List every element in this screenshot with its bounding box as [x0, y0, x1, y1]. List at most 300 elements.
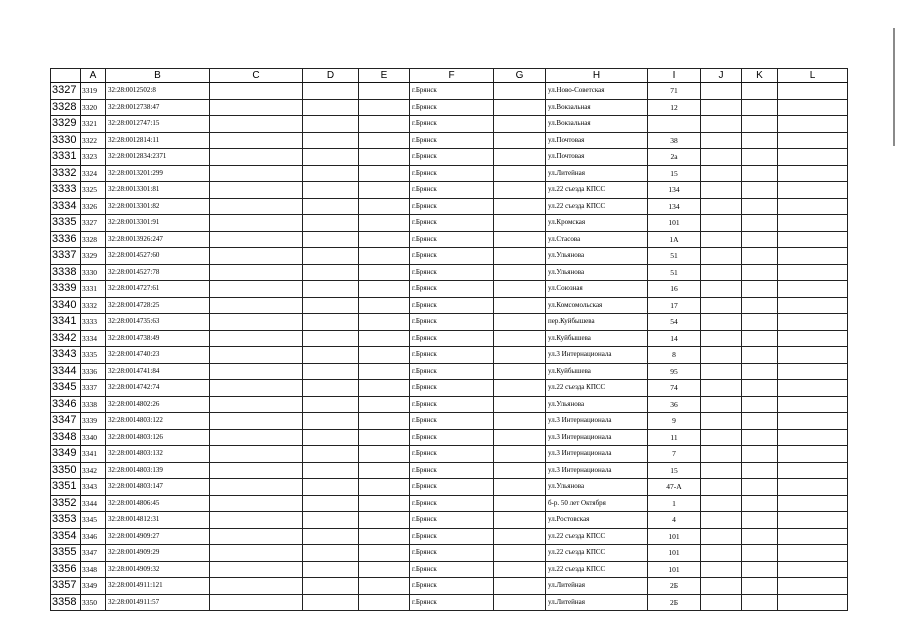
cell-i[interactable]: 1: [648, 495, 701, 512]
column-header-c[interactable]: C: [210, 69, 303, 83]
cell-i[interactable]: 17: [648, 297, 701, 314]
cell-j[interactable]: [701, 149, 742, 166]
cell-c[interactable]: [210, 99, 303, 116]
cell-f[interactable]: г.Брянск: [410, 314, 494, 331]
cell-g[interactable]: [494, 462, 546, 479]
cell-l[interactable]: [778, 231, 848, 248]
cell-l[interactable]: [778, 512, 848, 529]
cell-c[interactable]: [210, 363, 303, 380]
cell-b[interactable]: 32:28:0014527:60: [106, 248, 210, 265]
cell-i[interactable]: 4: [648, 512, 701, 529]
cell-e[interactable]: [359, 561, 410, 578]
column-header-e[interactable]: E: [359, 69, 410, 83]
cell-g[interactable]: [494, 281, 546, 298]
row-number[interactable]: 3338: [51, 264, 81, 281]
cell-k[interactable]: [742, 198, 778, 215]
cell-b[interactable]: 32:28:0013201:299: [106, 165, 210, 182]
cell-g[interactable]: [494, 578, 546, 595]
cell-h[interactable]: ул.22 съезда КПСС: [546, 198, 648, 215]
cell-l[interactable]: [778, 248, 848, 265]
row-number[interactable]: 3356: [51, 561, 81, 578]
row-number[interactable]: 3349: [51, 446, 81, 463]
row-number[interactable]: 3357: [51, 578, 81, 595]
cell-k[interactable]: [742, 231, 778, 248]
cell-a[interactable]: 3325: [81, 182, 106, 199]
cell-a[interactable]: 3324: [81, 165, 106, 182]
cell-f[interactable]: г.Брянск: [410, 347, 494, 364]
cell-g[interactable]: [494, 545, 546, 562]
cell-l[interactable]: [778, 330, 848, 347]
cell-e[interactable]: [359, 462, 410, 479]
cell-j[interactable]: [701, 528, 742, 545]
cell-d[interactable]: [303, 528, 359, 545]
cell-k[interactable]: [742, 297, 778, 314]
column-header-g[interactable]: G: [494, 69, 546, 83]
cell-c[interactable]: [210, 198, 303, 215]
cell-i[interactable]: 14: [648, 330, 701, 347]
cell-c[interactable]: [210, 149, 303, 166]
cell-g[interactable]: [494, 297, 546, 314]
cell-d[interactable]: [303, 380, 359, 397]
cell-j[interactable]: [701, 545, 742, 562]
cell-k[interactable]: [742, 479, 778, 496]
cell-e[interactable]: [359, 594, 410, 611]
cell-d[interactable]: [303, 561, 359, 578]
cell-b[interactable]: 32:28:0012747:15: [106, 116, 210, 133]
column-header-b[interactable]: B: [106, 69, 210, 83]
cell-k[interactable]: [742, 594, 778, 611]
cell-h[interactable]: ул.Вокзальная: [546, 99, 648, 116]
cell-c[interactable]: [210, 479, 303, 496]
cell-e[interactable]: [359, 396, 410, 413]
cell-h[interactable]: б-р. 50 лет Октября: [546, 495, 648, 512]
cell-i[interactable]: 74: [648, 380, 701, 397]
cell-d[interactable]: [303, 413, 359, 430]
cell-l[interactable]: [778, 149, 848, 166]
row-number[interactable]: 3351: [51, 479, 81, 496]
cell-g[interactable]: [494, 363, 546, 380]
column-header-i[interactable]: I: [648, 69, 701, 83]
cell-g[interactable]: [494, 479, 546, 496]
cell-i[interactable]: 15: [648, 462, 701, 479]
cell-h[interactable]: ул.3 Интернационала: [546, 347, 648, 364]
row-number[interactable]: 3355: [51, 545, 81, 562]
cell-e[interactable]: [359, 264, 410, 281]
cell-k[interactable]: [742, 132, 778, 149]
cell-k[interactable]: [742, 99, 778, 116]
cell-d[interactable]: [303, 314, 359, 331]
cell-e[interactable]: [359, 297, 410, 314]
cell-e[interactable]: [359, 149, 410, 166]
cell-f[interactable]: г.Брянск: [410, 380, 494, 397]
cell-f[interactable]: г.Брянск: [410, 594, 494, 611]
row-number[interactable]: 3342: [51, 330, 81, 347]
cell-c[interactable]: [210, 446, 303, 463]
cell-f[interactable]: г.Брянск: [410, 479, 494, 496]
cell-h[interactable]: ул.Почтовая: [546, 132, 648, 149]
row-number[interactable]: 3336: [51, 231, 81, 248]
cell-g[interactable]: [494, 182, 546, 199]
cell-g[interactable]: [494, 429, 546, 446]
cell-i[interactable]: 51: [648, 248, 701, 265]
cell-d[interactable]: [303, 248, 359, 265]
cell-d[interactable]: [303, 578, 359, 595]
cell-k[interactable]: [742, 495, 778, 512]
cell-l[interactable]: [778, 281, 848, 298]
cell-g[interactable]: [494, 198, 546, 215]
cell-j[interactable]: [701, 248, 742, 265]
row-number[interactable]: 3352: [51, 495, 81, 512]
cell-d[interactable]: [303, 545, 359, 562]
cell-l[interactable]: [778, 165, 848, 182]
cell-i[interactable]: 11: [648, 429, 701, 446]
cell-f[interactable]: г.Брянск: [410, 429, 494, 446]
cell-d[interactable]: [303, 215, 359, 232]
cell-h[interactable]: ул.22 съезда КПСС: [546, 545, 648, 562]
cell-i[interactable]: 101: [648, 528, 701, 545]
cell-k[interactable]: [742, 512, 778, 529]
cell-c[interactable]: [210, 297, 303, 314]
cell-h[interactable]: ул.Ново-Советская: [546, 83, 648, 100]
cell-a[interactable]: 3346: [81, 528, 106, 545]
cell-d[interactable]: [303, 396, 359, 413]
cell-j[interactable]: [701, 231, 742, 248]
column-header-f[interactable]: F: [410, 69, 494, 83]
cell-h[interactable]: ул.Куйбышева: [546, 330, 648, 347]
cell-d[interactable]: [303, 429, 359, 446]
cell-l[interactable]: [778, 297, 848, 314]
cell-f[interactable]: г.Брянск: [410, 198, 494, 215]
cell-c[interactable]: [210, 231, 303, 248]
cell-j[interactable]: [701, 182, 742, 199]
cell-k[interactable]: [742, 380, 778, 397]
cell-l[interactable]: [778, 83, 848, 100]
cell-b[interactable]: 32:28:0014802:26: [106, 396, 210, 413]
cell-a[interactable]: 3338: [81, 396, 106, 413]
cell-k[interactable]: [742, 330, 778, 347]
cell-j[interactable]: [701, 429, 742, 446]
cell-e[interactable]: [359, 314, 410, 331]
cell-b[interactable]: 32:28:0013926:247: [106, 231, 210, 248]
cell-c[interactable]: [210, 429, 303, 446]
cell-d[interactable]: [303, 512, 359, 529]
cell-i[interactable]: 9: [648, 413, 701, 430]
cell-f[interactable]: г.Брянск: [410, 149, 494, 166]
cell-c[interactable]: [210, 528, 303, 545]
cell-b[interactable]: 32:28:0014909:32: [106, 561, 210, 578]
cell-k[interactable]: [742, 578, 778, 595]
cell-k[interactable]: [742, 429, 778, 446]
cell-g[interactable]: [494, 314, 546, 331]
cell-b[interactable]: 32:28:0012738:47: [106, 99, 210, 116]
column-header-k[interactable]: K: [742, 69, 778, 83]
cell-c[interactable]: [210, 314, 303, 331]
cell-e[interactable]: [359, 231, 410, 248]
cell-i[interactable]: 7: [648, 446, 701, 463]
cell-b[interactable]: 32:28:0014803:132: [106, 446, 210, 463]
cell-j[interactable]: [701, 479, 742, 496]
cell-e[interactable]: [359, 380, 410, 397]
cell-e[interactable]: [359, 116, 410, 133]
cell-b[interactable]: 32:28:0014911:57: [106, 594, 210, 611]
cell-k[interactable]: [742, 116, 778, 133]
row-number[interactable]: 3327: [51, 83, 81, 100]
cell-i[interactable]: 95: [648, 363, 701, 380]
cell-f[interactable]: г.Брянск: [410, 83, 494, 100]
cell-e[interactable]: [359, 512, 410, 529]
cell-i[interactable]: 8: [648, 347, 701, 364]
cell-c[interactable]: [210, 264, 303, 281]
cell-b[interactable]: 32:28:0014740:23: [106, 347, 210, 364]
cell-a[interactable]: 3327: [81, 215, 106, 232]
row-number[interactable]: 3332: [51, 165, 81, 182]
cell-l[interactable]: [778, 215, 848, 232]
cell-b[interactable]: 32:28:0014812:31: [106, 512, 210, 529]
cell-b[interactable]: 32:28:0014803:139: [106, 462, 210, 479]
cell-a[interactable]: 3319: [81, 83, 106, 100]
row-number[interactable]: 3345: [51, 380, 81, 397]
cell-a[interactable]: 3348: [81, 561, 106, 578]
cell-i[interactable]: 101: [648, 545, 701, 562]
cell-d[interactable]: [303, 347, 359, 364]
cell-e[interactable]: [359, 363, 410, 380]
cell-i[interactable]: 101: [648, 561, 701, 578]
cell-g[interactable]: [494, 231, 546, 248]
cell-i[interactable]: 1А: [648, 231, 701, 248]
cell-b[interactable]: 32:28:0014738:49: [106, 330, 210, 347]
cell-l[interactable]: [778, 462, 848, 479]
cell-i[interactable]: 2Б: [648, 578, 701, 595]
cell-i[interactable]: 71: [648, 83, 701, 100]
cell-j[interactable]: [701, 578, 742, 595]
cell-i[interactable]: 2Б: [648, 594, 701, 611]
cell-h[interactable]: ул.3 Интернационала: [546, 446, 648, 463]
cell-e[interactable]: [359, 413, 410, 430]
cell-b[interactable]: 32:28:0014735:63: [106, 314, 210, 331]
cell-a[interactable]: 3337: [81, 380, 106, 397]
cell-f[interactable]: г.Брянск: [410, 396, 494, 413]
cell-i[interactable]: 12: [648, 99, 701, 116]
row-number[interactable]: 3334: [51, 198, 81, 215]
cell-g[interactable]: [494, 330, 546, 347]
cell-d[interactable]: [303, 330, 359, 347]
cell-a[interactable]: 3350: [81, 594, 106, 611]
cell-f[interactable]: г.Брянск: [410, 363, 494, 380]
cell-j[interactable]: [701, 446, 742, 463]
cell-g[interactable]: [494, 99, 546, 116]
cell-f[interactable]: г.Брянск: [410, 578, 494, 595]
cell-c[interactable]: [210, 248, 303, 265]
cell-k[interactable]: [742, 545, 778, 562]
cell-i[interactable]: [648, 116, 701, 133]
cell-d[interactable]: [303, 182, 359, 199]
cell-e[interactable]: [359, 281, 410, 298]
cell-a[interactable]: 3345: [81, 512, 106, 529]
cell-h[interactable]: ул.Вокзальная: [546, 116, 648, 133]
cell-j[interactable]: [701, 330, 742, 347]
cell-f[interactable]: г.Брянск: [410, 264, 494, 281]
cell-f[interactable]: г.Брянск: [410, 462, 494, 479]
cell-h[interactable]: ул.Союзная: [546, 281, 648, 298]
cell-a[interactable]: 3326: [81, 198, 106, 215]
cell-e[interactable]: [359, 479, 410, 496]
cell-d[interactable]: [303, 297, 359, 314]
cell-j[interactable]: [701, 396, 742, 413]
row-number[interactable]: 3350: [51, 462, 81, 479]
cell-j[interactable]: [701, 462, 742, 479]
cell-l[interactable]: [778, 116, 848, 133]
column-header-j[interactable]: J: [701, 69, 742, 83]
cell-g[interactable]: [494, 594, 546, 611]
cell-f[interactable]: г.Брянск: [410, 297, 494, 314]
cell-l[interactable]: [778, 429, 848, 446]
cell-a[interactable]: 3330: [81, 264, 106, 281]
cell-k[interactable]: [742, 363, 778, 380]
cell-f[interactable]: г.Брянск: [410, 132, 494, 149]
cell-f[interactable]: г.Брянск: [410, 99, 494, 116]
cell-k[interactable]: [742, 281, 778, 298]
cell-a[interactable]: 3322: [81, 132, 106, 149]
cell-a[interactable]: 3343: [81, 479, 106, 496]
cell-h[interactable]: ул.Ульянова: [546, 264, 648, 281]
cell-k[interactable]: [742, 446, 778, 463]
cell-j[interactable]: [701, 281, 742, 298]
cell-l[interactable]: [778, 264, 848, 281]
cell-g[interactable]: [494, 380, 546, 397]
cell-f[interactable]: г.Брянск: [410, 215, 494, 232]
cell-g[interactable]: [494, 165, 546, 182]
cell-l[interactable]: [778, 545, 848, 562]
cell-k[interactable]: [742, 413, 778, 430]
cell-j[interactable]: [701, 380, 742, 397]
cell-i[interactable]: 2а: [648, 149, 701, 166]
column-header-h[interactable]: H: [546, 69, 648, 83]
cell-h[interactable]: ул.Литейная: [546, 578, 648, 595]
cell-k[interactable]: [742, 462, 778, 479]
cell-f[interactable]: г.Брянск: [410, 182, 494, 199]
cell-e[interactable]: [359, 99, 410, 116]
cell-l[interactable]: [778, 528, 848, 545]
cell-d[interactable]: [303, 198, 359, 215]
cell-b[interactable]: 32:28:0014741:84: [106, 363, 210, 380]
cell-k[interactable]: [742, 248, 778, 265]
cell-b[interactable]: 32:28:0012814:11: [106, 132, 210, 149]
cell-j[interactable]: [701, 132, 742, 149]
cell-j[interactable]: [701, 413, 742, 430]
cell-h[interactable]: ул.3 Интернационала: [546, 462, 648, 479]
cell-g[interactable]: [494, 561, 546, 578]
cell-h[interactable]: пер.Куйбышева: [546, 314, 648, 331]
cell-c[interactable]: [210, 413, 303, 430]
cell-i[interactable]: 134: [648, 198, 701, 215]
cell-e[interactable]: [359, 182, 410, 199]
cell-a[interactable]: 3342: [81, 462, 106, 479]
cell-k[interactable]: [742, 528, 778, 545]
cell-d[interactable]: [303, 165, 359, 182]
cell-b[interactable]: 32:28:0014803:147: [106, 479, 210, 496]
cell-h[interactable]: ул.3 Интернационала: [546, 429, 648, 446]
cell-l[interactable]: [778, 561, 848, 578]
cell-h[interactable]: ул.22 съезда КПСС: [546, 561, 648, 578]
cell-j[interactable]: [701, 264, 742, 281]
cell-a[interactable]: 3339: [81, 413, 106, 430]
cell-i[interactable]: 134: [648, 182, 701, 199]
cell-d[interactable]: [303, 116, 359, 133]
cell-c[interactable]: [210, 594, 303, 611]
cell-f[interactable]: г.Брянск: [410, 281, 494, 298]
cell-a[interactable]: 3331: [81, 281, 106, 298]
cell-b[interactable]: 32:28:0014742:74: [106, 380, 210, 397]
cell-j[interactable]: [701, 495, 742, 512]
cell-l[interactable]: [778, 495, 848, 512]
cell-f[interactable]: г.Брянск: [410, 116, 494, 133]
cell-k[interactable]: [742, 561, 778, 578]
row-number[interactable]: 3330: [51, 132, 81, 149]
cell-k[interactable]: [742, 165, 778, 182]
cell-l[interactable]: [778, 198, 848, 215]
cell-h[interactable]: ул.3 Интернационала: [546, 413, 648, 430]
cell-a[interactable]: 3329: [81, 248, 106, 265]
cell-l[interactable]: [778, 380, 848, 397]
row-number[interactable]: 3339: [51, 281, 81, 298]
cell-l[interactable]: [778, 578, 848, 595]
cell-j[interactable]: [701, 363, 742, 380]
cell-i[interactable]: 36: [648, 396, 701, 413]
cell-e[interactable]: [359, 83, 410, 100]
cell-l[interactable]: [778, 363, 848, 380]
cell-c[interactable]: [210, 215, 303, 232]
cell-l[interactable]: [778, 479, 848, 496]
cell-k[interactable]: [742, 182, 778, 199]
row-number[interactable]: 3333: [51, 182, 81, 199]
cell-i[interactable]: 16: [648, 281, 701, 298]
cell-b[interactable]: 32:28:0013301:81: [106, 182, 210, 199]
cell-b[interactable]: 32:28:0012502:8: [106, 83, 210, 100]
cell-i[interactable]: 54: [648, 314, 701, 331]
cell-e[interactable]: [359, 545, 410, 562]
cell-g[interactable]: [494, 396, 546, 413]
cell-b[interactable]: 32:28:0012834:2371: [106, 149, 210, 166]
cell-l[interactable]: [778, 132, 848, 149]
cell-c[interactable]: [210, 281, 303, 298]
cell-h[interactable]: ул.Комсомольская: [546, 297, 648, 314]
cell-f[interactable]: г.Брянск: [410, 446, 494, 463]
cell-c[interactable]: [210, 132, 303, 149]
cell-c[interactable]: [210, 347, 303, 364]
cell-k[interactable]: [742, 264, 778, 281]
cell-f[interactable]: г.Брянск: [410, 413, 494, 430]
cell-c[interactable]: [210, 396, 303, 413]
cell-h[interactable]: ул.22 съезда КПСС: [546, 528, 648, 545]
cell-g[interactable]: [494, 512, 546, 529]
cell-k[interactable]: [742, 314, 778, 331]
cell-c[interactable]: [210, 116, 303, 133]
cell-e[interactable]: [359, 330, 410, 347]
cell-h[interactable]: ул.Литейная: [546, 165, 648, 182]
cell-k[interactable]: [742, 215, 778, 232]
cell-j[interactable]: [701, 594, 742, 611]
cell-c[interactable]: [210, 182, 303, 199]
cell-h[interactable]: ул.Ульянова: [546, 396, 648, 413]
cell-j[interactable]: [701, 512, 742, 529]
cell-a[interactable]: 3335: [81, 347, 106, 364]
cell-a[interactable]: 3344: [81, 495, 106, 512]
cell-b[interactable]: 32:28:0014803:122: [106, 413, 210, 430]
cell-e[interactable]: [359, 198, 410, 215]
cell-f[interactable]: г.Брянск: [410, 561, 494, 578]
cell-g[interactable]: [494, 149, 546, 166]
row-number[interactable]: 3328: [51, 99, 81, 116]
